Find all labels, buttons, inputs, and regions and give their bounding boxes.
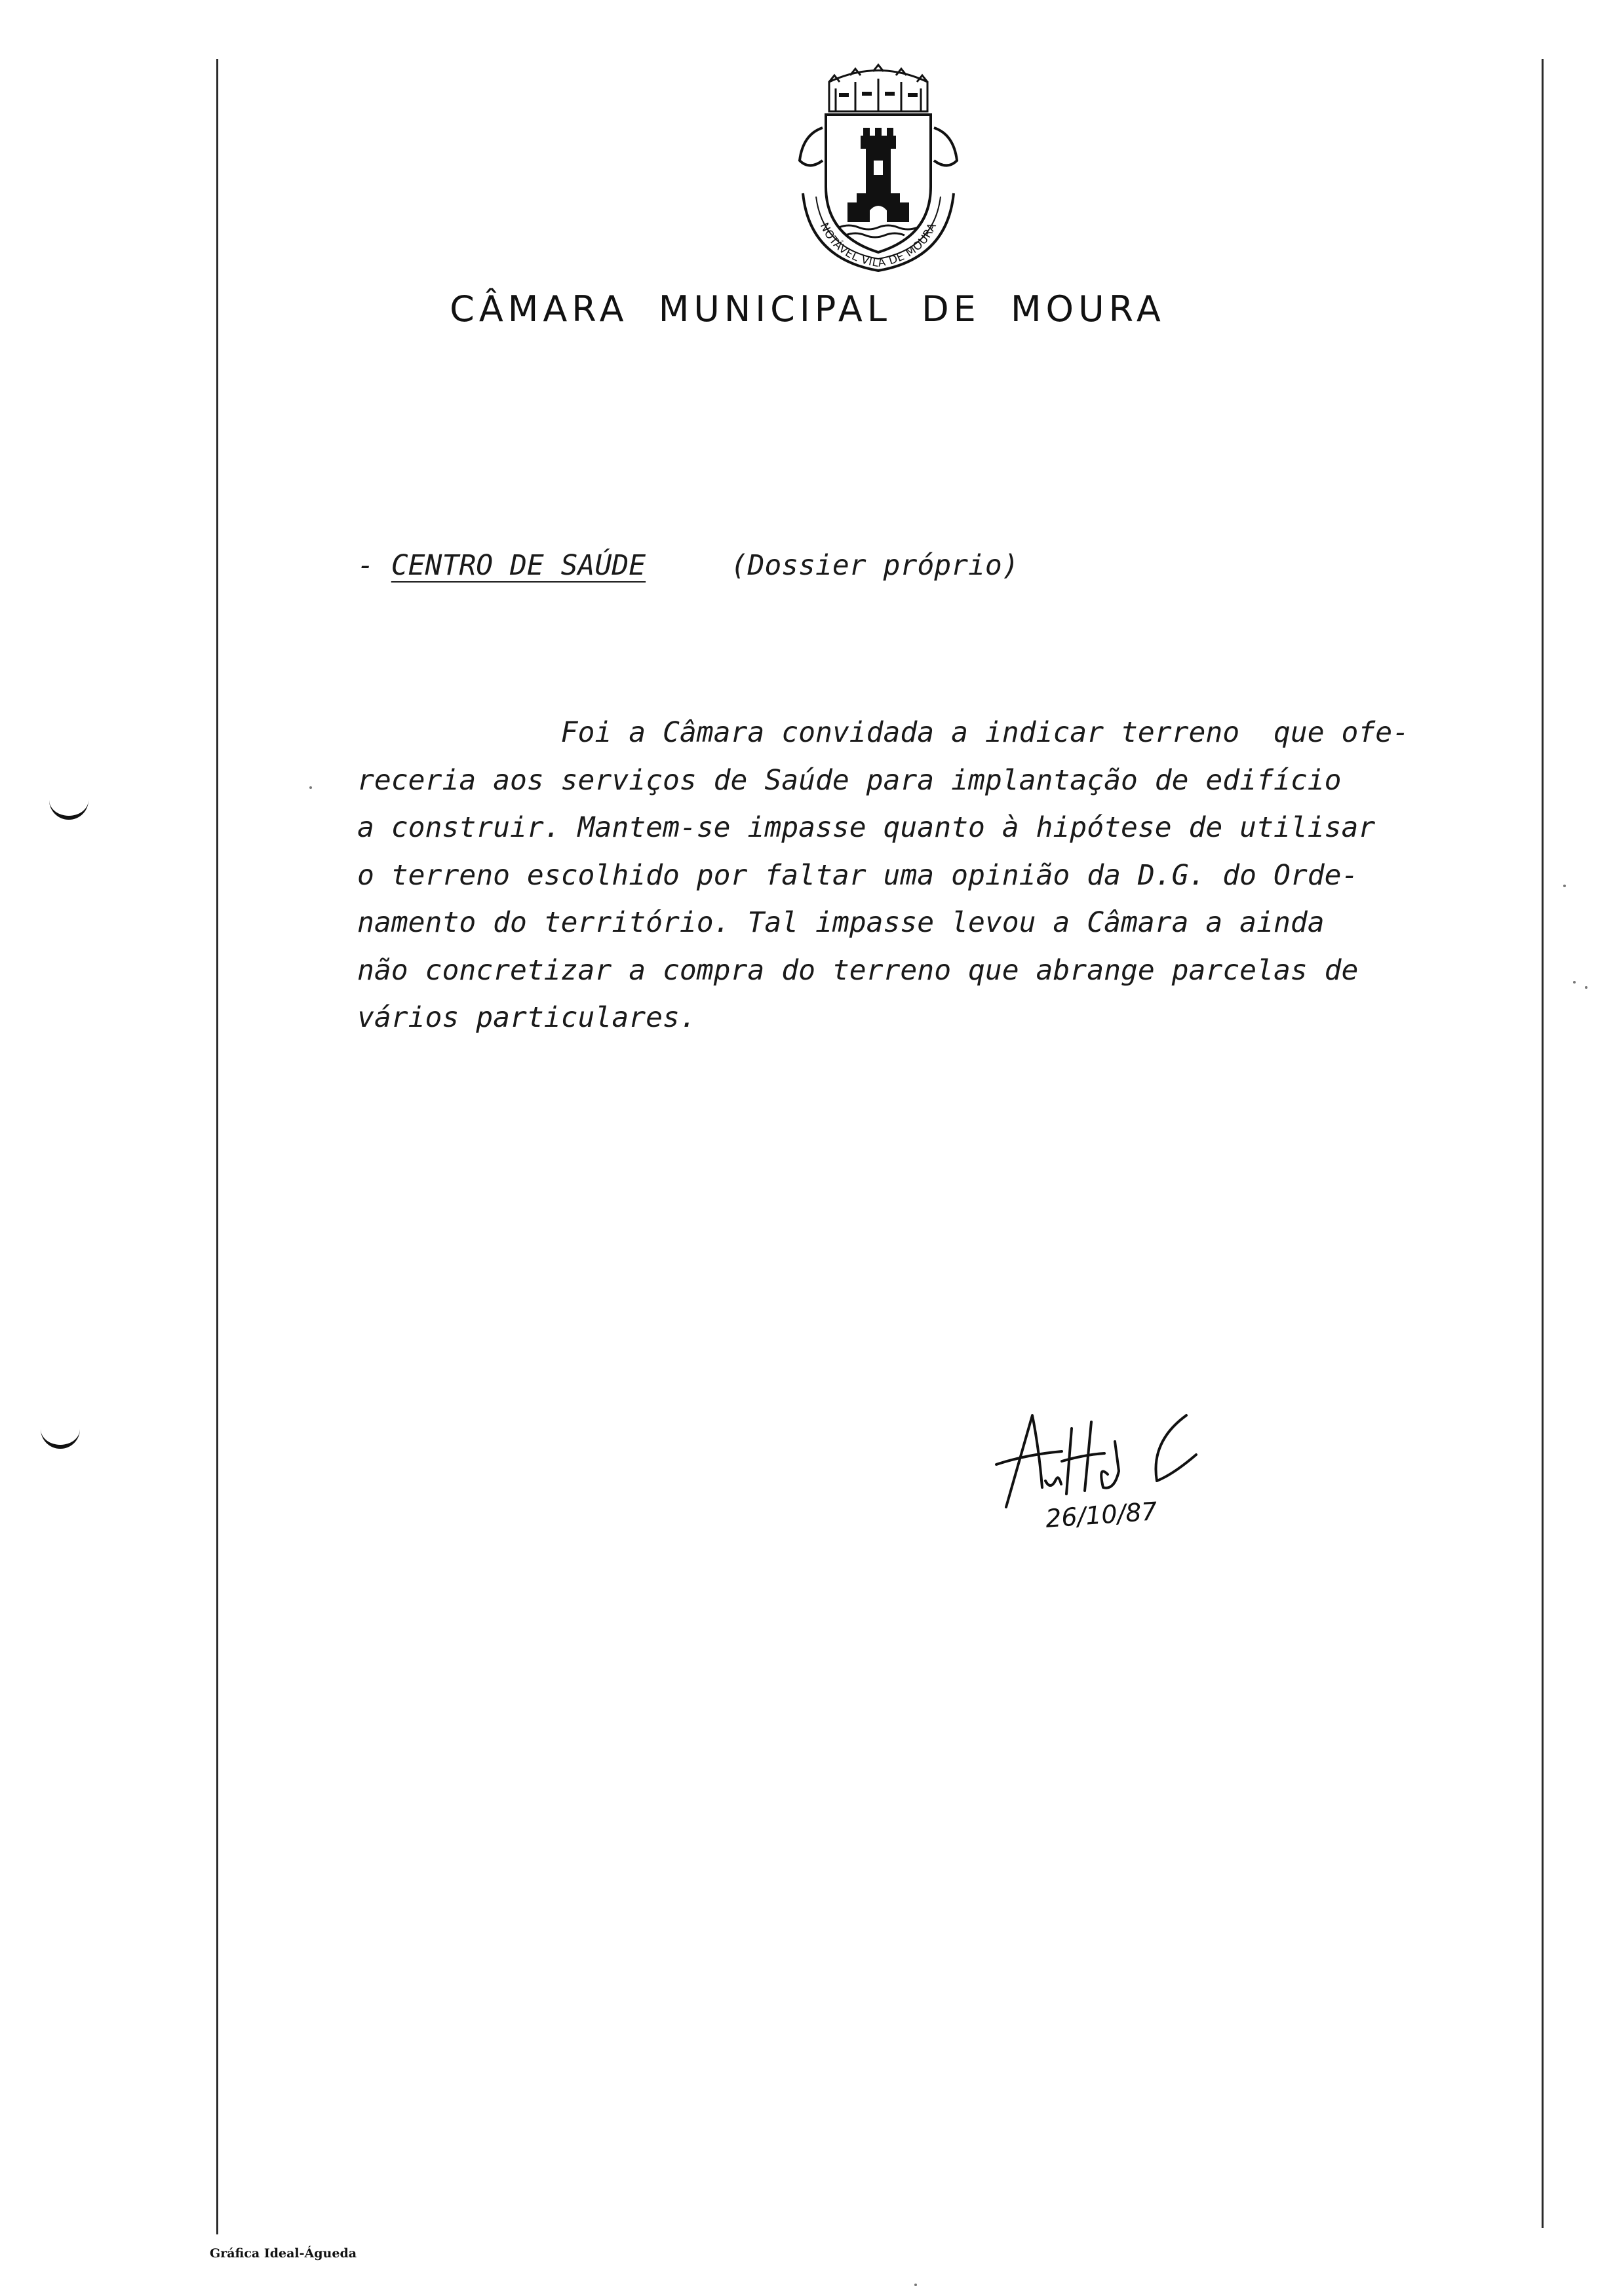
punch-hole-mark [41,1425,80,1449]
body-line: Foi a Câmara convidada a indicar terreno que ofe- [357,716,1410,749]
body-line: vários particulares. [357,1001,697,1034]
organization-name: CÂMARA MUNICIPAL DE MOURA [450,288,1165,330]
section-heading [357,549,1019,582]
signature-date: 26/10/87 [1044,1497,1158,1533]
body-line: a construir. Mantem-se impasse quanto à hipótese de utilisar [357,811,1376,844]
crest-motto: NOTÁVEL VILA DE MOURA [817,220,940,271]
scan-speck [1573,981,1576,984]
heading-dash: - [357,549,374,582]
scan-speck [914,2284,917,2286]
scan-speck [309,786,312,789]
right-margin-rule [1542,59,1544,2228]
scan-speck [1585,986,1587,989]
left-margin-rule [216,59,218,2234]
coat-of-arms-icon [783,62,973,275]
body-line: o terreno escolhido por faltar uma opinião da D.G. do Orde- [357,858,1359,892]
body-line: não concretizar a compra do terreno que abrange parcelas de [357,953,1359,987]
body-line: namento do território. Tal impasse levou a Câmara a ainda [357,906,1325,939]
body-paragraph [357,709,1537,1042]
section-note: (Dossier próprio) [730,549,1019,582]
scan-speck [1563,885,1566,887]
body-line: receria aos serviços de Saúde para implantação de edifício [357,763,1342,797]
section-title: CENTRO DE SAÚDE [391,549,646,582]
punch-hole-mark [49,796,88,820]
printer-credit: Gráfica Ideal-Águeda [210,2246,357,2261]
